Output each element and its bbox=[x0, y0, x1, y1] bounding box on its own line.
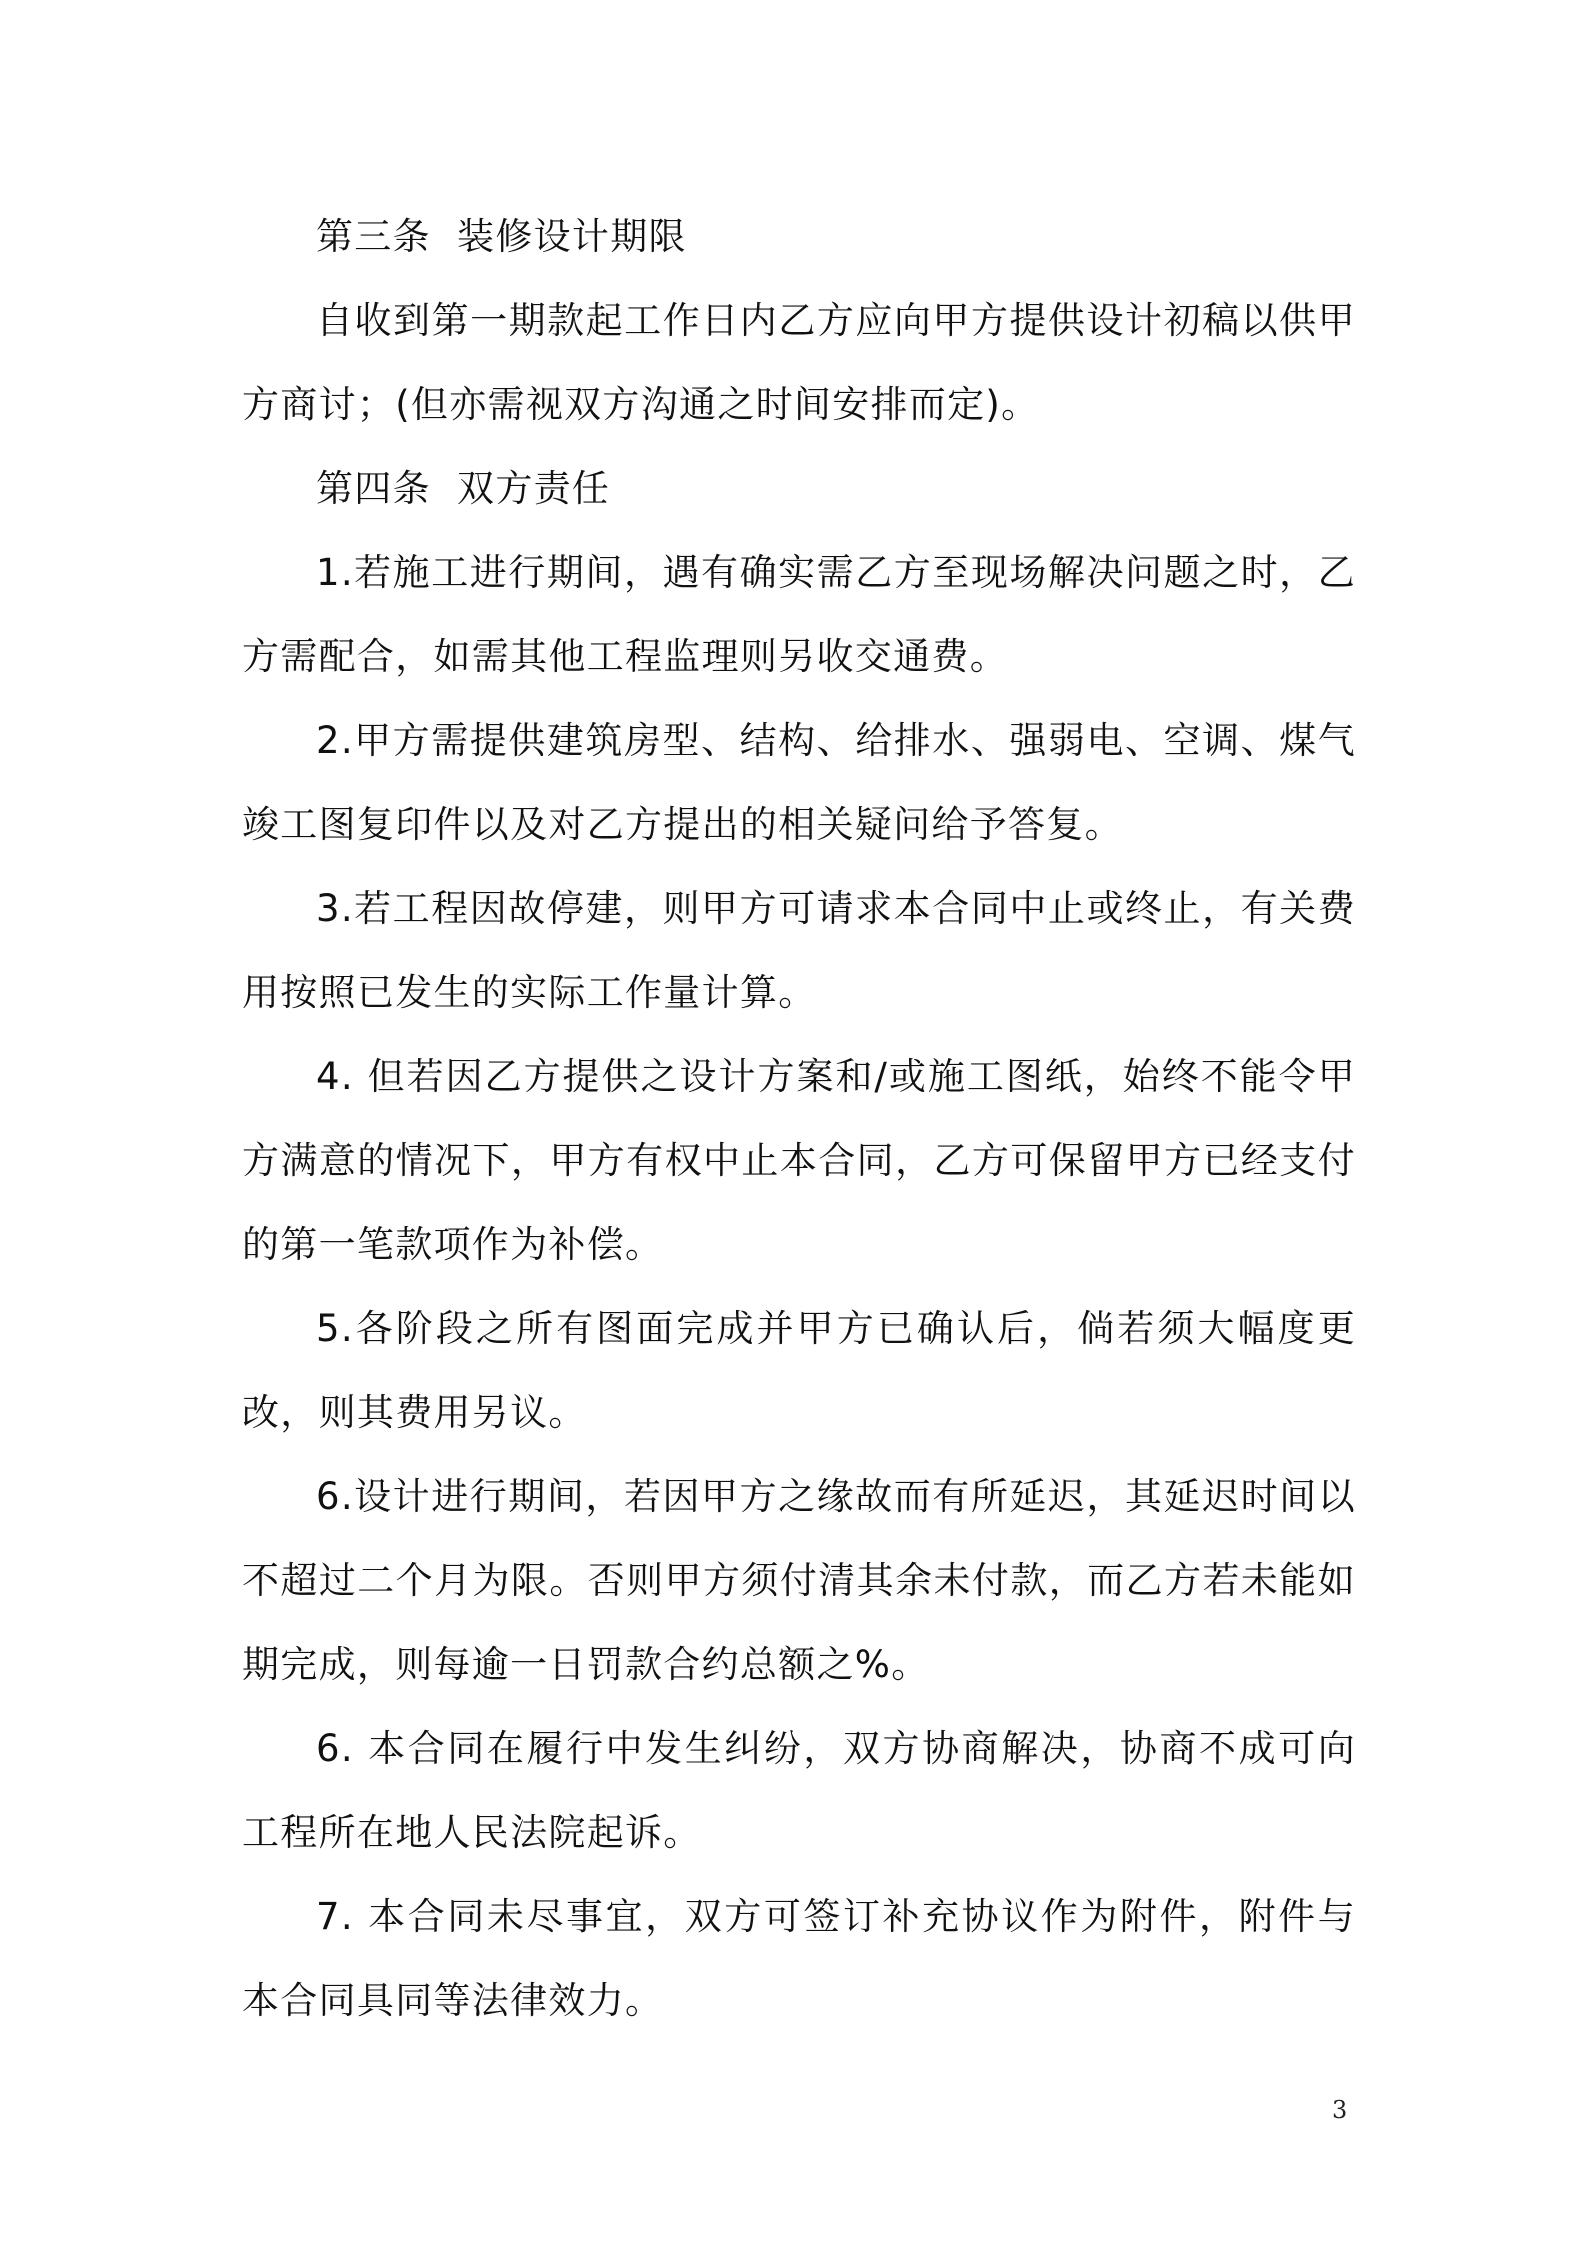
article-3-heading: 第三条 装修设计期限 bbox=[316, 215, 687, 258]
responsibility-item-5: 5.各阶段之所有图面完成并甲方已确认后，倘若须大幅度更改，则其费用另议。 bbox=[242, 1307, 1356, 1434]
responsibility-item-6b: 6. 本合同在履行中发生纠纷，双方协商解决，协商不成可向工程所在地人民法院起诉。 bbox=[242, 1727, 1356, 1854]
responsibility-item-7: 7. 本合同未尽事宜，双方可签订补充协议作为附件，附件与本合同具同等法律效力。 bbox=[242, 1895, 1356, 2022]
contract-body bbox=[242, 195, 1356, 2043]
page-number: 3 bbox=[1332, 2096, 1348, 2124]
responsibility-item-4: 4. 但若因乙方提供之设计方案和/或施工图纸，始终不能令甲方满意的情况下，甲方有权中止本合同，乙方可保留甲方已经支付的第一笔款项作为补偿。 bbox=[242, 1055, 1356, 1266]
article-3-paragraph: 自收到第一期款起工作日内乙方应向甲方提供设计初稿以供甲方商讨；(但亦需视双方沟通之时间安排而定)。 bbox=[242, 299, 1356, 426]
responsibility-item-3: 3.若工程因故停建，则甲方可请求本合同中止或终止，有关费用按照已发生的实际工作量计算。 bbox=[242, 887, 1356, 1014]
responsibility-item-2: 2.甲方需提供建筑房型、结构、给排水、强弱电、空调、煤气竣工图复印件以及对乙方提出的相关疑问给予答复。 bbox=[242, 719, 1356, 846]
article-4-heading: 第四条 双方责任 bbox=[316, 467, 611, 510]
responsibility-item-6: 6.设计进行期间，若因甲方之缘故而有所延迟，其延迟时间以不超过二个月为限。否则甲方须付清其余未付款，而乙方若未能如期完成，则每逾一日罚款合约总额之%。 bbox=[242, 1475, 1356, 1686]
responsibility-item-1: 1.若施工进行期间，遇有确实需乙方至现场解决问题之时，乙方需配合，如需其他工程监理则另收交通费。 bbox=[242, 551, 1356, 678]
